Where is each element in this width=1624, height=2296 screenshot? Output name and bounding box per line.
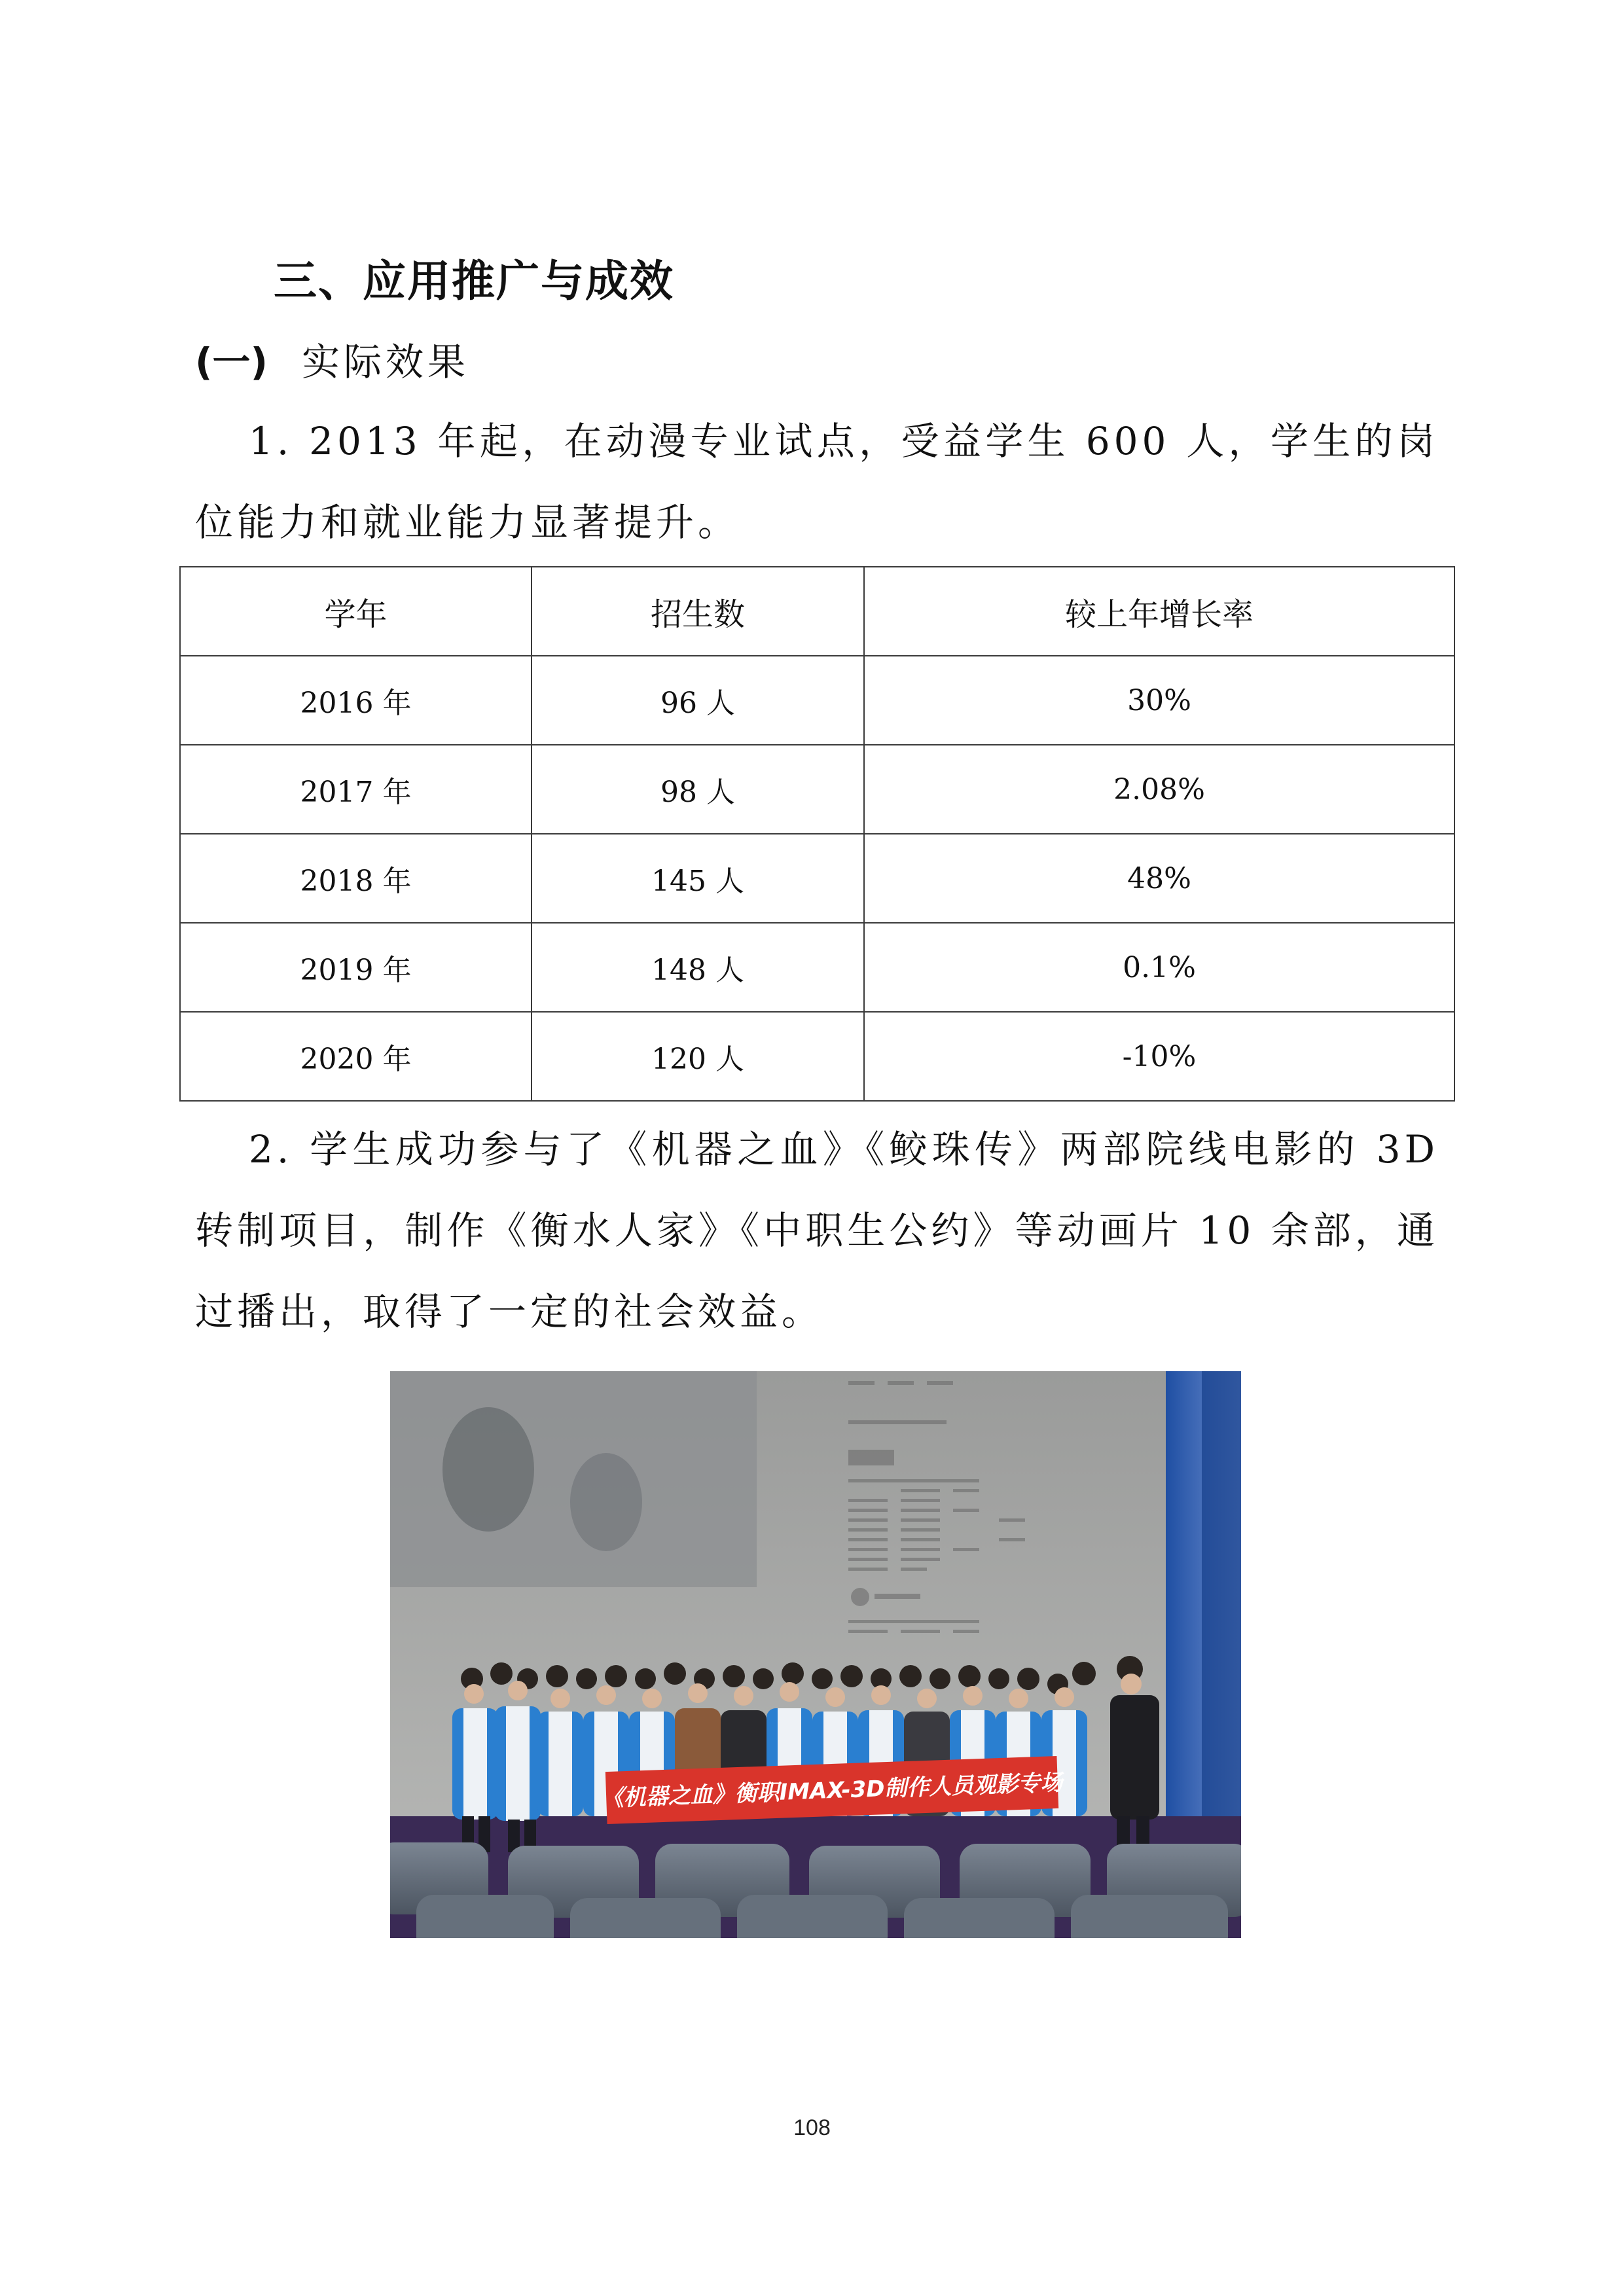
group-photo (390, 1371, 1241, 1938)
cinema-seats (390, 1842, 1241, 1938)
table-row (180, 656, 1454, 745)
cell-growth-rate: 0.1% (864, 923, 1454, 1012)
table-row (180, 745, 1454, 834)
table-row (180, 834, 1454, 923)
cell-enrollment: 96 人 (532, 656, 864, 745)
cell-year: 2018 年 (180, 834, 532, 923)
sub-heading-number: (一) (195, 340, 268, 384)
cell-year: 2020 年 (180, 1012, 532, 1101)
cell-growth-rate: 30% (864, 656, 1454, 745)
page-number: 108 (793, 2115, 831, 2140)
cell-enrollment: 145 人 (532, 834, 864, 923)
table-row (180, 923, 1454, 1012)
header-year: 学年 (180, 567, 532, 656)
cell-growth-rate: 48% (864, 834, 1454, 923)
paragraph-2 (195, 1109, 1439, 1352)
group-photo-illustration (390, 1371, 1241, 1938)
table-row (180, 1012, 1454, 1101)
cell-growth-rate: -10% (864, 1012, 1454, 1101)
cell-year: 2016 年 (180, 656, 532, 745)
header-enrollment: 招生数 (532, 567, 864, 656)
cell-enrollment: 148 人 (532, 923, 864, 1012)
paragraph-2-text: 2. 学生成功参与了《机器之血》《鲛珠传》两部院线电影的 3D 转制项目，制作《衡水人家》《中职生公约》等动画片 10 余部，通过播出，取得了一定的社会效益。 (195, 1127, 1439, 1334)
paragraph-1 (195, 401, 1439, 563)
cell-growth-rate: 2.08% (864, 745, 1454, 834)
enrollment-table (179, 566, 1455, 1102)
paragraph-1-text: 1. 2013 年起，在动漫专业试点，受益学生 600 人，学生的岗位能力和就业能力显著提升。 (195, 419, 1439, 545)
cell-year: 2017 年 (180, 745, 532, 834)
cell-enrollment: 98 人 (532, 745, 864, 834)
cell-enrollment: 120 人 (532, 1012, 864, 1101)
cell-year: 2019 年 (180, 923, 532, 1012)
sub-heading (195, 331, 469, 386)
section-heading: 三、应用推广与成效 (274, 256, 674, 306)
header-growth-rate: 较上年增长率 (864, 567, 1454, 656)
table-header-row (180, 567, 1454, 656)
event-banner-text: 《机器之血》衡职IMAX-3D制作人员观影专场 (601, 1769, 1064, 1812)
sub-heading-title: 实际效果 (302, 340, 470, 384)
